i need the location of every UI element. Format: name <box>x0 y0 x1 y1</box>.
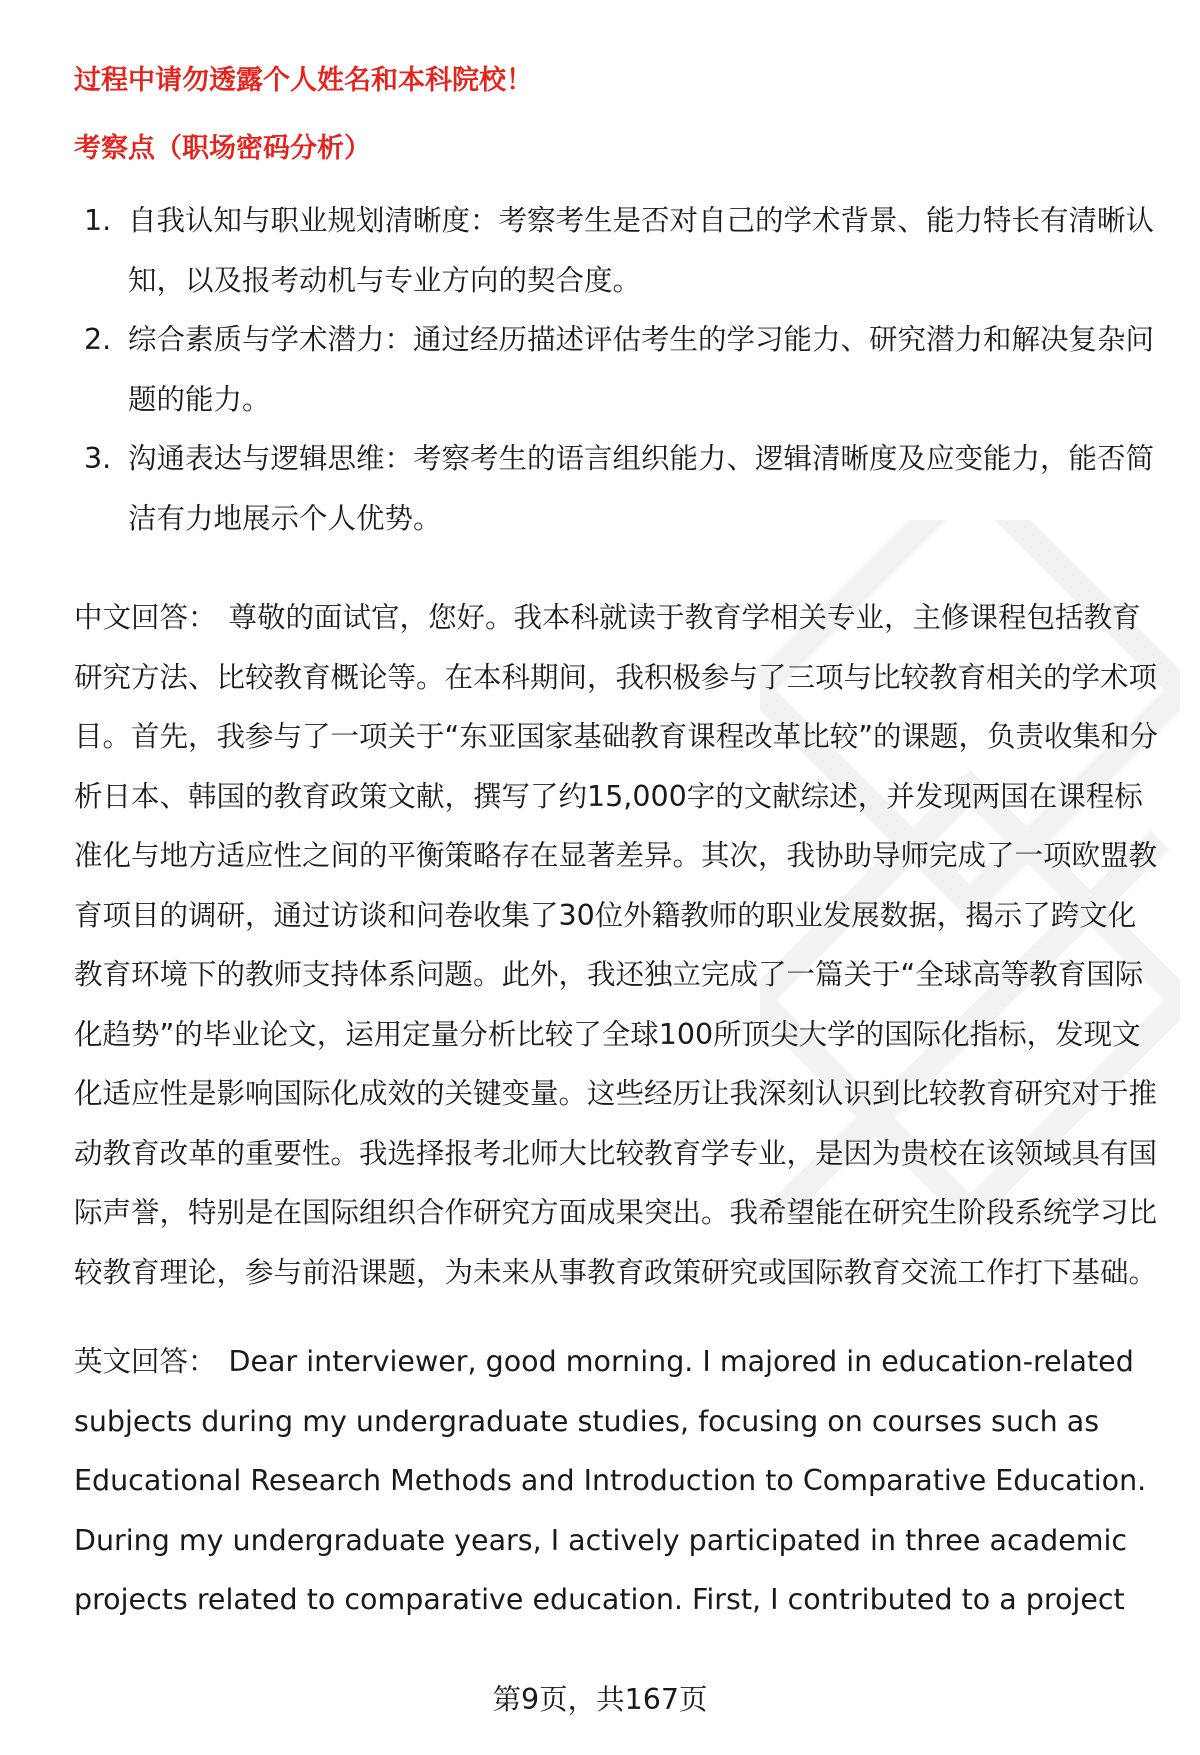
chinese-answer-paragraph <box>74 588 1160 1302</box>
section-title: 考察点（职场密码分析） <box>74 133 371 164</box>
document-page <box>74 56 1160 1630</box>
list-item-text: 综合素质与学术潜力：通过经历描述评估考生的学习能力、研究潜力和解决复杂问题的能力。 <box>128 323 1155 416</box>
chinese-answer-label: 中文回答： <box>74 601 217 634</box>
english-answer-paragraph <box>74 1332 1160 1630</box>
list-item <box>74 310 1160 429</box>
list-item-text: 自我认知与职业规划清晰度：考察考生是否对自己的学术背景、能力特长有清晰认知，以及报考动机与专业方向的契合度。 <box>128 204 1155 297</box>
list-item <box>74 429 1160 548</box>
assessment-points-list <box>74 191 1160 548</box>
privacy-warning: 过程中请勿透露个人姓名和本科院校！ <box>74 65 533 96</box>
page-number-footer: 第9页，共167页 <box>492 1683 708 1716</box>
chinese-answer-text: 尊敬的面试官，您好。我本科就读于教育学相关专业，主修课程包括教育研究方法、比较教育概论等。在本科期间，我积极参与了三项与比较教育相关的学术项目。首先，我参与了一项关于“东亚国家基础教育课程改革比较”的课题，负责收集和分析日本、韩国的教育政策文献，撰写了约15,000字的文献综述，并发现两国在课程标准化与地方适应性之间的平衡策略存在显著差异。其次，我协助导师完成了一项欧盟教育项目的调研，通过访谈和问卷收集了30位外籍教师的职业发展数据，揭示了跨文化教育环境下的教师支持体系问题。此外，我还独立完成了一篇关于“全球高等教育国际化趋势”的毕业论文，运用定量分析比较了全球100所顶尖大学的国际化指标，发现文化适应性是影响国际化成效的关键变量。这些经历让我深刻认识到比较教育研究对于推动教育改革的重要性。我选择报考北师大比较教育学专业，是因为贵校在该领域具有国际声誉，特别是在国际组织合作研究方面成果突出。我希望能在研究生阶段系统学习比较教育理论，参与前沿课题，为未来从事教育政策研究或国际教育交流工作打下基础。 <box>74 601 1159 1289</box>
list-item-number: 2. <box>84 323 112 356</box>
list-item <box>74 191 1160 310</box>
list-item-number: 1. <box>84 204 112 237</box>
list-item-number: 3. <box>84 442 112 475</box>
english-answer-label: 英文回答： <box>74 1345 217 1378</box>
list-item-text: 沟通表达与逻辑思维：考察考生的语言组织能力、逻辑清晰度及应变能力，能否简洁有力地展示个人优势。 <box>128 442 1155 535</box>
english-answer-text: Dear interviewer, good morning. I majored in education-related subjects during my undergraduate studies, focusing on courses such as Educational Research Methods and Introduction to Comparative Education. During my undergraduate years, I actively participated in three academic projects related to comparative education. First, I contributed to a project <box>74 1345 1147 1616</box>
